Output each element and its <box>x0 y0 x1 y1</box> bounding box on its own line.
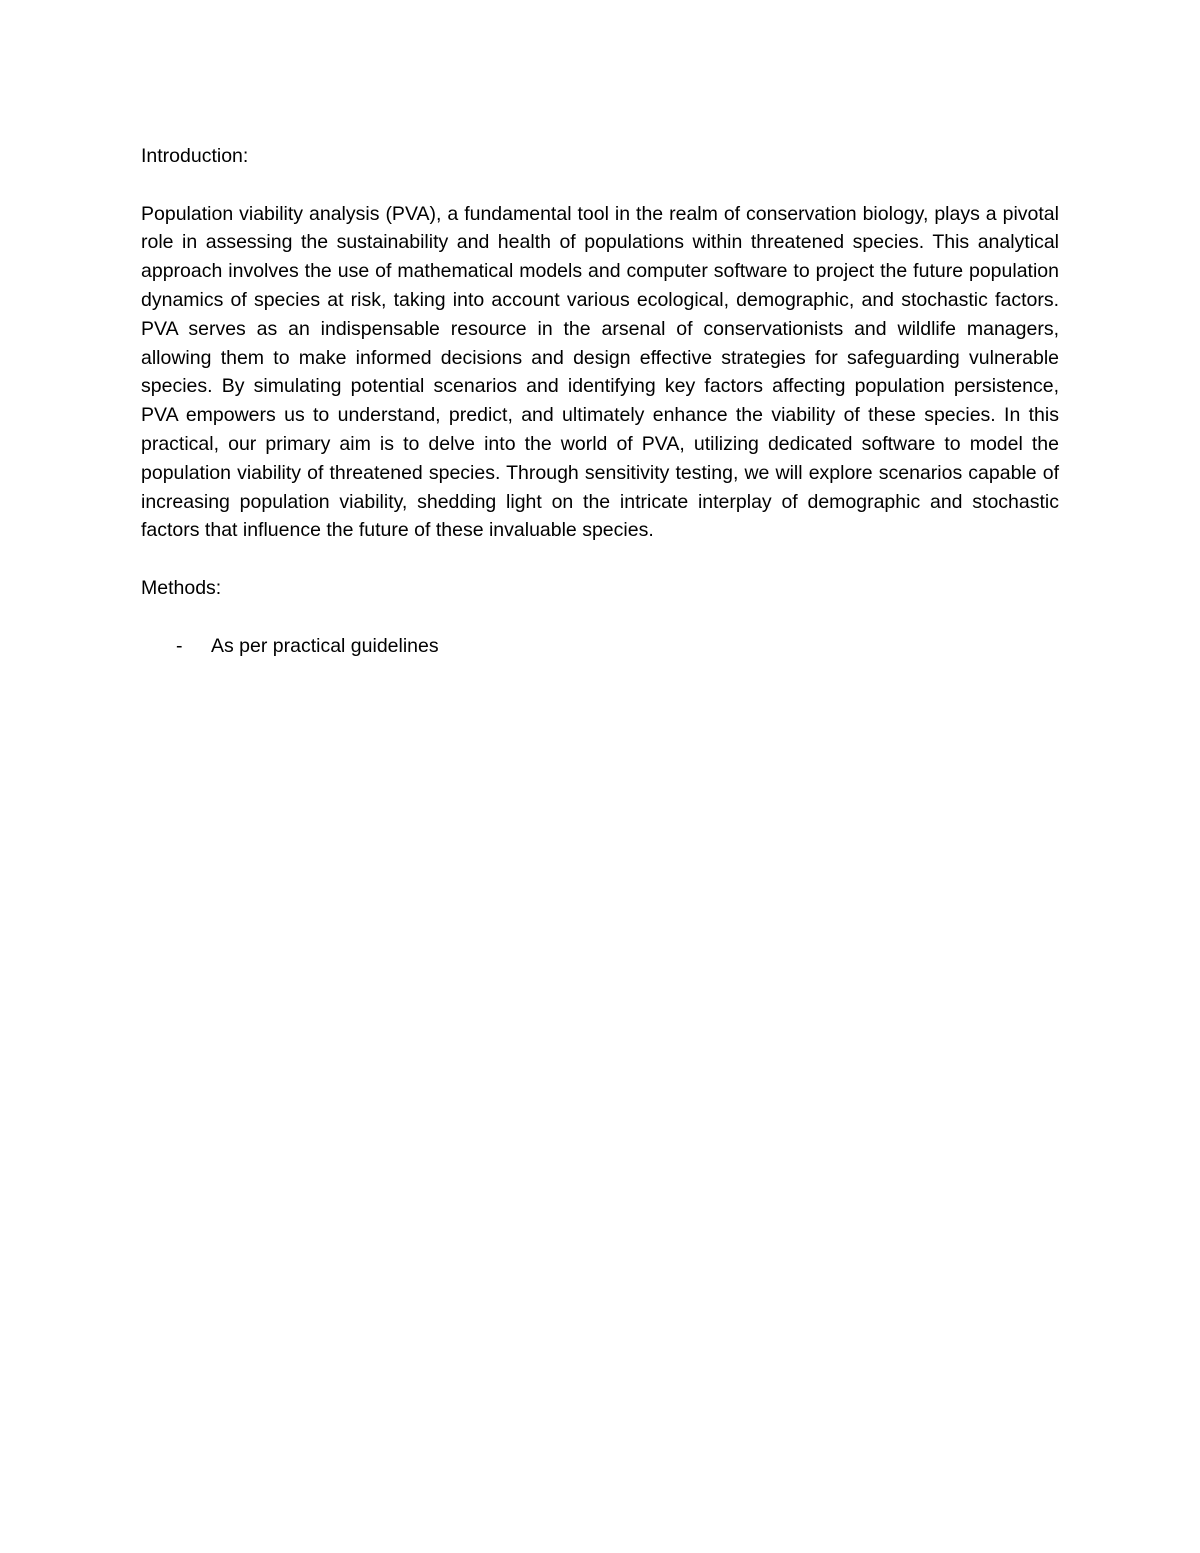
list-item <box>141 632 1059 661</box>
introduction-paragraph: Population viability analysis (PVA), a fundamental tool in the realm of conservation biology, plays a pivotal role in assessing the sustainability and health of populations within threatened species. This analytical approach involves the use of mathematical models and computer software to project the future population dynamics of species at risk, taking into account various ecological, demographic, and stochastic factors. PVA serves as an indispensable resource in the arsenal of conservationists and wildlife managers, allowing them to make informed decisions and design effective strategies for safeguarding vulnerable species. By simulating potential scenarios and identifying key factors affecting population persistence, PVA empowers us to understand, predict, and ultimately enhance the viability of these species. In this practical, our primary aim is to delve into the world of PVA, utilizing dedicated software to model the population viability of threatened species. Through sensitivity testing, we will explore scenarios capable of increasing population viability, shedding light on the intricate interplay of demographic and stochastic factors that influence the future of these invaluable species. <box>141 202 1059 542</box>
introduction-heading: Introduction: <box>141 145 249 167</box>
list-item-text: As per practical guidelines <box>211 634 439 657</box>
dash-bullet: - <box>176 634 183 657</box>
methods-heading: Methods: <box>141 576 222 599</box>
document-body <box>141 142 1059 660</box>
methods-list <box>141 632 1059 661</box>
